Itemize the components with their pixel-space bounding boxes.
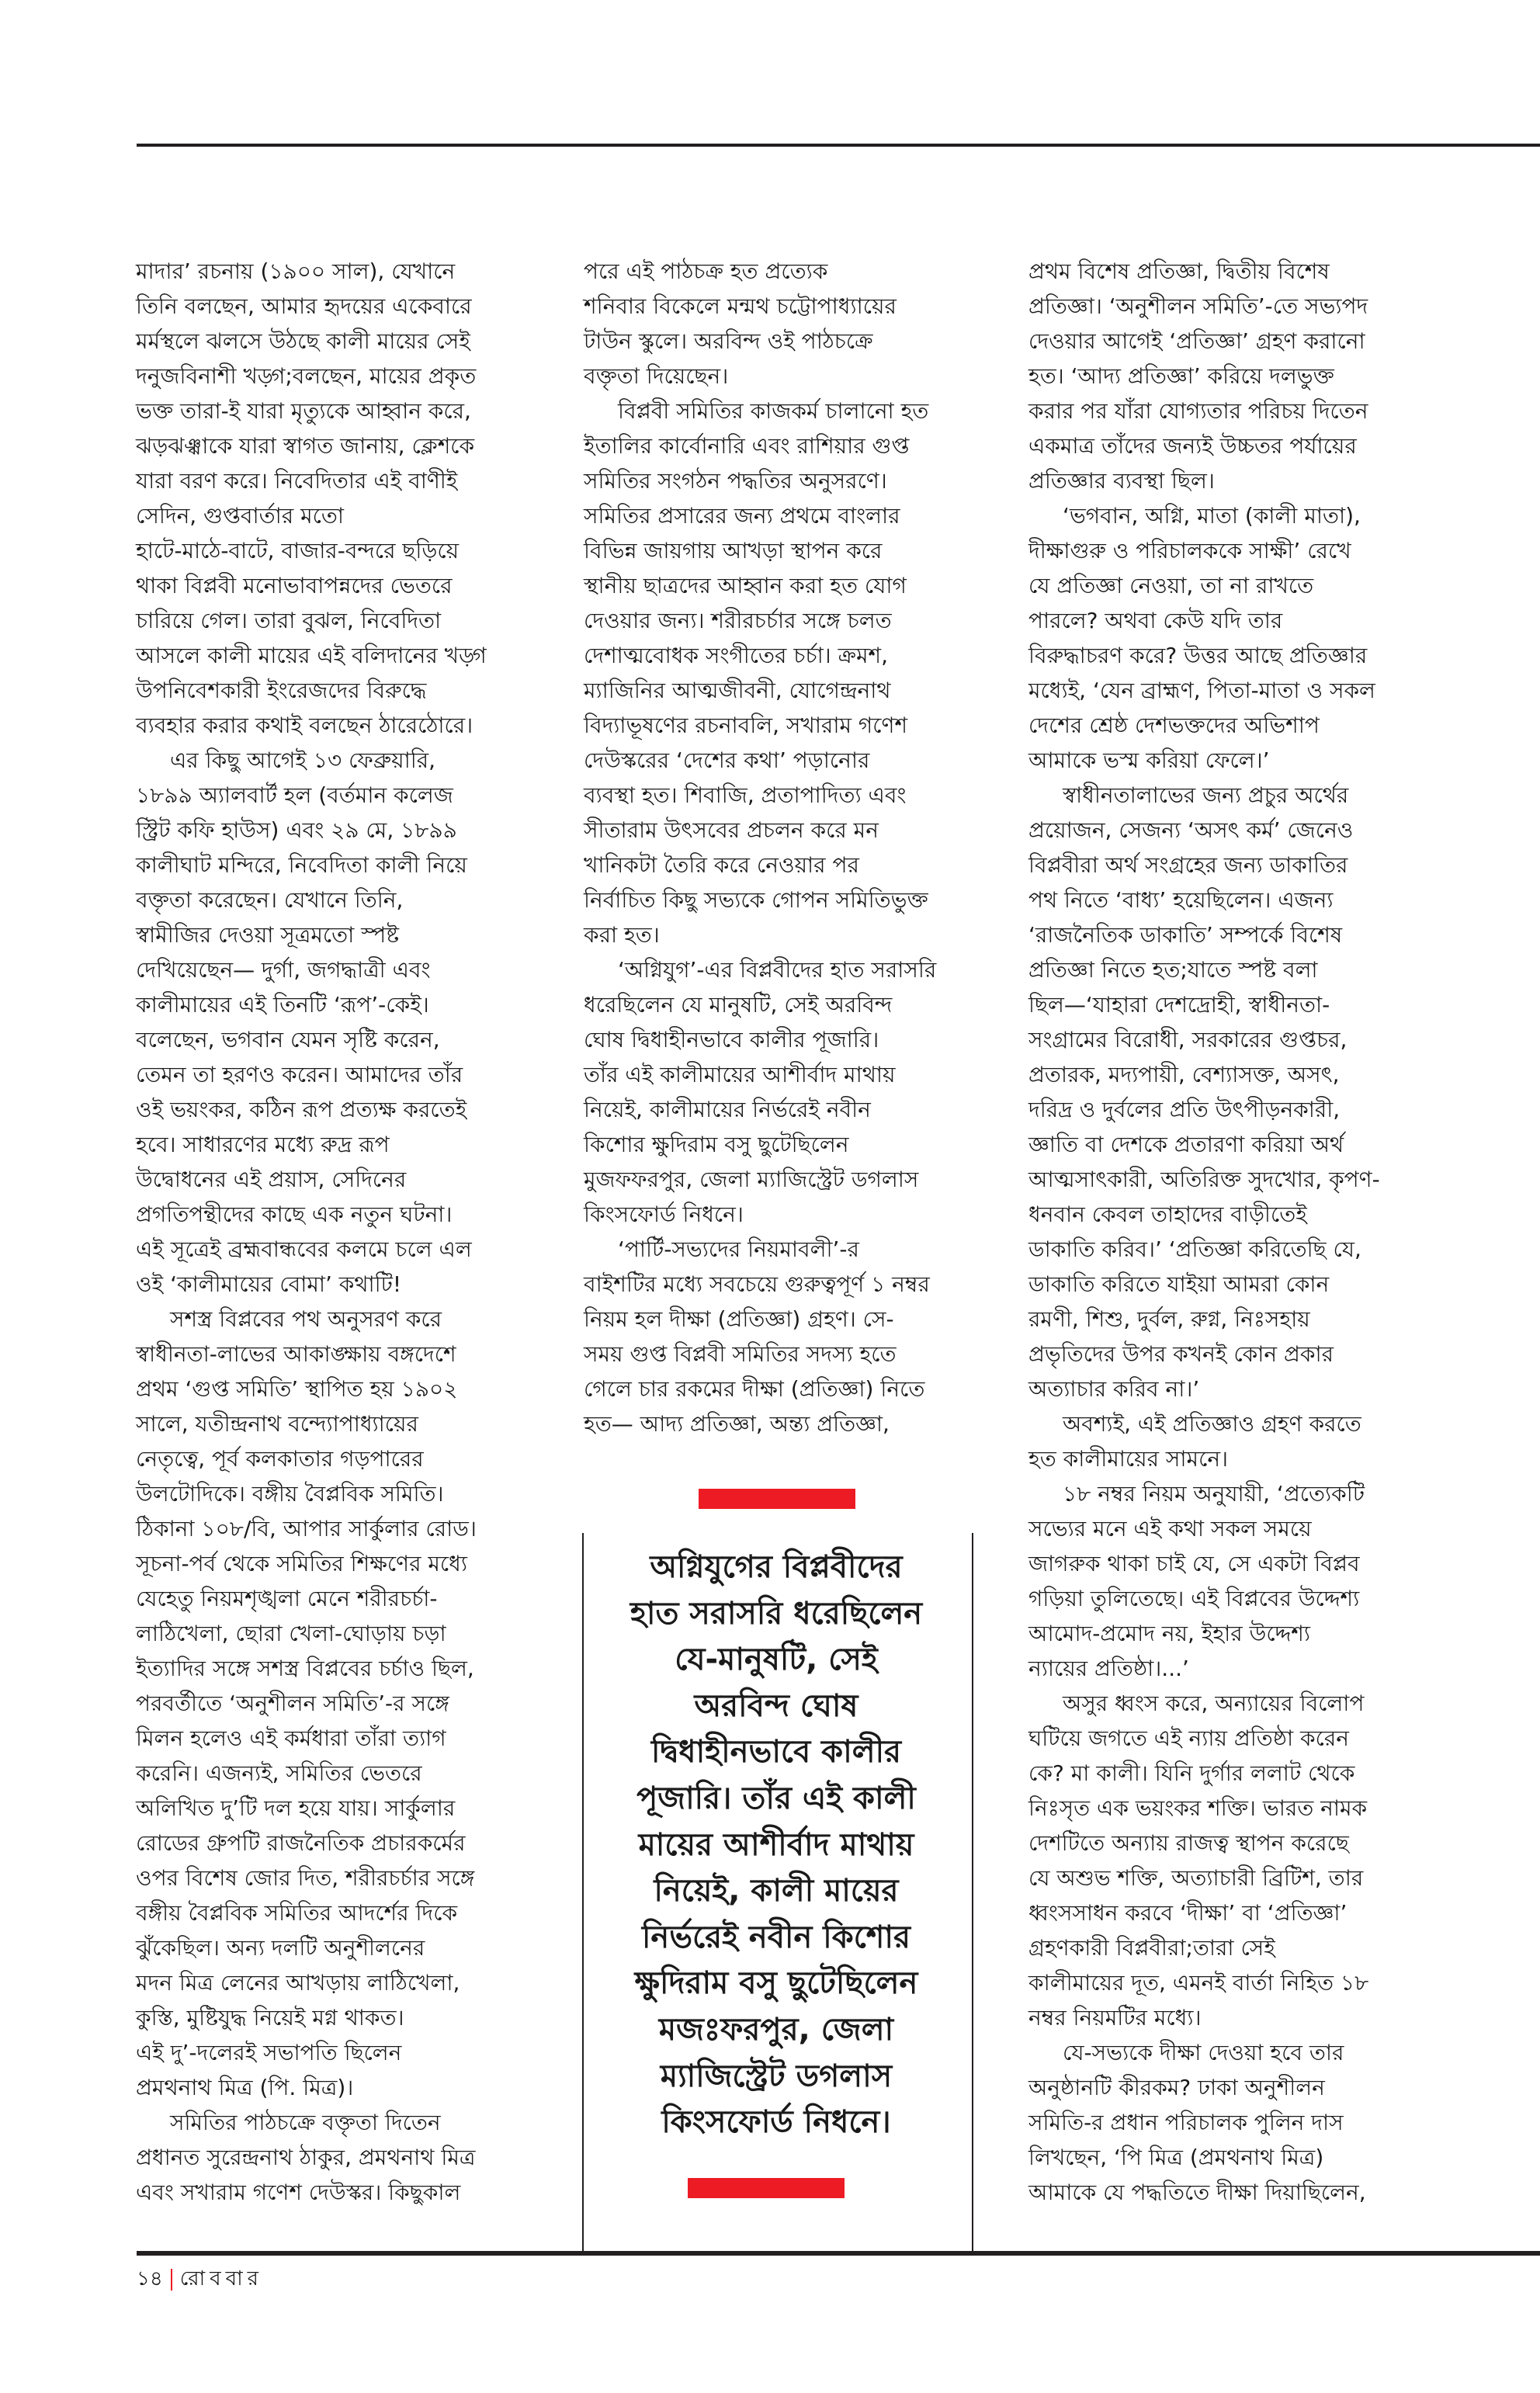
text-line: কালীমায়ের দূত, এমনই বার্তা নিহিত ১৮ bbox=[1028, 1970, 1369, 1996]
pull-quote-line: ম্যাজিস্ট্রেট ডগলাস bbox=[660, 2058, 893, 2094]
text-line: হত কালীমায়ের সামনে। bbox=[1028, 1446, 1229, 1472]
text-line: সূচনা-পর্ব থেকে সমিতির শিক্ষণের মধ্যে bbox=[136, 1551, 467, 1576]
text-line: প্রগতিপন্থীদের কাছে এক নতুন ঘটনা। bbox=[136, 1202, 453, 1227]
text-line: এই দু’-দলেরই সভাপতি ছিলেন bbox=[136, 2040, 402, 2065]
text-line: সমিতি-র প্রধান পরিচালক পুলিন দাস bbox=[1028, 2110, 1344, 2135]
text-line: বিভিন্ন জায়গায় আখড়া স্থাপন করে bbox=[584, 538, 883, 564]
text-line: মর্মস্থলে ঝলসে উঠছে কালী মায়ের সেই bbox=[136, 328, 470, 354]
text-line: দেওয়ার জন্য। শরীরচর্চার সঙ্গে চলত bbox=[584, 608, 892, 633]
text-line: তাঁর এই কালীমায়ের আশীর্বাদ মাথায় bbox=[584, 1062, 896, 1087]
text-line: সীতারাম উৎসবের প্রচলন করে মন bbox=[584, 817, 879, 843]
text-line: মাদার’ রচনায় (১৯০০ সাল), যেখানে bbox=[136, 258, 456, 284]
pull-quote-bottom-bar bbox=[688, 2178, 845, 2198]
text-line: প্রতিজ্ঞার ব্যবস্থা ছিল। bbox=[1028, 468, 1215, 494]
text-line: বিপ্লবীরা অর্থ সংগ্রহের জন্য ডাকাতির bbox=[1028, 852, 1348, 878]
text-line: বিদ্যাভূষণের রচনাবলি, সখারাম গণেশ bbox=[584, 713, 908, 738]
text-line: দরিদ্র ও দুর্বলের প্রতি উৎপীড়নকারী, bbox=[1028, 1097, 1341, 1122]
text-line: খানিকটা তৈরি করে নেওয়ার পর bbox=[584, 852, 859, 878]
text-line: ইত্যাদির সঙ্গে সশস্ত্র বিপ্লবের চর্চাও ছিল, bbox=[136, 1656, 474, 1681]
text-line: আমাকে যে পদ্ধতিতে দীক্ষা দিয়াছিলেন, bbox=[1028, 2180, 1366, 2205]
pull-quote-line: অগ্নিযুগের বিপ্লবীদের bbox=[650, 1549, 903, 1585]
text-line: কিশোর ক্ষুদিরাম বসু ছুটেছিলেন bbox=[584, 1132, 849, 1157]
text-line: সমিতির সংগঠন পদ্ধতির অনুসরণে। bbox=[584, 468, 887, 494]
text-line: তিনি বলছেন, আমার হৃদয়ের একেবারে bbox=[136, 293, 472, 319]
text-line: হত— আদ্য প্রতিজ্ঞা, অন্ত্য প্রতিজ্ঞা, bbox=[584, 1411, 890, 1437]
pull-quote-line: দ্বিধাহীনভাবে কালীর bbox=[650, 1734, 902, 1770]
text-line: পরবর্তীতে ‘অনুশীলন সমিতি’-র সঙ্গে bbox=[136, 1691, 449, 1716]
text-line: করা হত। bbox=[584, 922, 660, 948]
bottom-rule bbox=[137, 2251, 1540, 2256]
text-line: কুস্তি, মুষ্টিযুদ্ধ নিয়েই মগ্ন থাকত। bbox=[136, 2005, 404, 2031]
text-line: ওই ভয়ংকর, কঠিন রূপ প্রত্যক্ষ করতেই bbox=[136, 1097, 467, 1122]
text-line: বলেছেন, ভগবান যেমন সৃষ্টি করেন, bbox=[136, 1027, 440, 1053]
text-line: ১৮ নম্বর নিয়ম অনুযায়ী, ‘প্রত্যেকটি bbox=[1063, 1481, 1365, 1507]
text-line: যে প্রতিজ্ঞা নেওয়া, তা না রাখতে bbox=[1028, 573, 1314, 598]
text-line: সমিতির প্রসারের জন্য প্রথমে বাংলার bbox=[584, 503, 900, 529]
text-line: স্থানীয় ছাত্রদের আহ্বান করা হত যোগ bbox=[584, 573, 907, 598]
text-line: ব্যবহার করার কথাই বলছেন ঠারেঠোরে। bbox=[136, 713, 473, 738]
text-line: একমাত্র তাঁদের জন্যই উচ্চতর পর্যায়ের bbox=[1028, 433, 1357, 459]
text-line: ওপর বিশেষ জোর দিত, শরীরচর্চার সঙ্গে bbox=[136, 1865, 475, 1891]
text-line: নেতৃত্বে, পূর্ব কলকাতার গড়পারের bbox=[136, 1446, 424, 1472]
pull-quote-line: মায়ের আশীর্বাদ মাথায় bbox=[638, 1826, 914, 1863]
text-line: দেশটিতে অন্যায় রাজত্ব স্থাপন করেছে bbox=[1028, 1830, 1349, 1856]
text-line: ১৮৯৯ অ্যালবার্ট হল (বর্তমান কলেজ bbox=[136, 782, 453, 808]
page-footer bbox=[137, 2263, 263, 2297]
footer-separator bbox=[171, 2269, 172, 2291]
text-line: আমাকে ভস্ম করিয়া ফেলে।’ bbox=[1028, 747, 1270, 773]
text-line: ধনবান কেবল তাহাদের বাড়ীতেই bbox=[1028, 1202, 1307, 1227]
text-line: পথ নিতে ‘বাধ্য’ হয়েছিলেন। এজন্য bbox=[1028, 887, 1334, 913]
text-line: উলটোদিকে। বঙ্গীয় বৈপ্লবিক সমিতি। bbox=[136, 1481, 444, 1507]
text-line: নম্বর নিয়মটির মধ্যে। bbox=[1028, 2005, 1202, 2031]
text-line: ‘পার্টি-সভ্যদের নিয়মাবলী’-র bbox=[618, 1236, 859, 1262]
text-line: লিখছেন, ‘পি মিত্র (প্রমথনাথ মিত্র) bbox=[1028, 2145, 1324, 2170]
text-line: প্রথম বিশেষ প্রতিজ্ঞা, দ্বিতীয় বিশেষ bbox=[1028, 258, 1330, 284]
pull-quote-line: কিংসফোর্ড নিধনে। bbox=[661, 2104, 891, 2141]
text-line: রোডের গ্রুপটি রাজনৈতিক প্রচারকর্মের bbox=[136, 1830, 466, 1856]
text-line: বঙ্গীয় বৈপ্লবিক সমিতির আদর্শের দিকে bbox=[136, 1900, 458, 1926]
article-column-2 bbox=[584, 254, 968, 1441]
text-line: সংগ্রামের বিরোধী, সরকারের গুপ্তচর, bbox=[1028, 1027, 1348, 1053]
text-line: ডাকাতি করিতে যাইয়া আমরা কোন bbox=[1028, 1271, 1330, 1297]
text-line: সভ্যের মনে এই কথা সকল সময়ে bbox=[1028, 1516, 1312, 1542]
text-line: মদন মিত্র লেনের আখড়ায় লাঠিখেলা, bbox=[136, 1970, 460, 1996]
text-line: ন্যায়ের প্রতিষ্ঠা।...’ bbox=[1028, 1656, 1189, 1681]
text-line: নির্বাচিত কিছু সভ্যকে গোপন সমিতিভুক্ত bbox=[584, 887, 928, 913]
top-rule bbox=[137, 144, 1540, 147]
text-line: ‘ভগবান, অগ্নি, মাতা (কালী মাতা), bbox=[1063, 503, 1361, 529]
text-line: নিঃসৃত এক ভয়ংকর শক্তি। ভারত নামক bbox=[1028, 1795, 1368, 1821]
text-line: যেহেতু নিয়মশৃঙ্খলা মেনে শরীরচর্চা- bbox=[136, 1586, 438, 1611]
pull-quote-line: পূজারি। তাঁর এই কালী bbox=[636, 1780, 916, 1816]
text-line: এই সূত্রেই ব্রহ্মবান্ধবের কলমে চলে এল bbox=[136, 1236, 472, 1262]
text-line: প্রধানত সুরেন্দ্রনাথ ঠাকুর, প্রমথনাথ মিত্র bbox=[136, 2145, 476, 2170]
text-line: সেদিন, গুপ্তবার্তার মতো bbox=[136, 503, 344, 529]
text-line: আসলে কালী মায়ের এই বলিদানের খড়্গ bbox=[136, 643, 487, 668]
text-line: জ্ঞাতি বা দেশকে প্রতারণা করিয়া অর্থ bbox=[1028, 1132, 1344, 1157]
text-line: করার পর যাঁরা যোগ্যতার পরিচয় দিতেন bbox=[1028, 398, 1368, 424]
text-line: বিরুদ্ধাচরণ করে? উত্তর আছে প্রতিজ্ঞার bbox=[1028, 643, 1368, 668]
text-line: সময় গুপ্ত বিপ্লবী সমিতির সদস্য হতে bbox=[584, 1341, 897, 1367]
text-line: মুজফফরপুর, জেলা ম্যাজিস্ট্রেট ডগলাস bbox=[584, 1167, 919, 1192]
text-line: ‘অগ্নিযুগ’-এর বিপ্লবীদের হাত সরাসরি bbox=[618, 957, 937, 983]
pull-quote-line: মজঃফরপুর, জেলা bbox=[658, 2011, 894, 2048]
text-line: যারা বরণ করে। নিবেদিতার এই বাণীই bbox=[136, 468, 458, 494]
text-line: বক্তৃতা দিয়েছেন। bbox=[584, 363, 729, 389]
text-line: ডাকাতি করিব।’ ‘প্রতিজ্ঞা করিতেছি যে, bbox=[1028, 1236, 1361, 1262]
text-line: ঘটিয়ে জগতে এই ন্যায় প্রতিষ্ঠা করেন bbox=[1028, 1725, 1350, 1751]
article-column-1 bbox=[136, 254, 528, 2210]
text-line: হাটে-মাঠে-বাটে, বাজার-বন্দরে ছড়িয়ে bbox=[136, 538, 460, 564]
page-number: ১৪ bbox=[137, 2267, 163, 2291]
article-column-3 bbox=[1028, 254, 1420, 2210]
text-line: টাউন স্কুলে। অরবিন্দ ওই পাঠচক্রে bbox=[584, 328, 873, 354]
text-line: দেখিয়েছেন— দুর্গা, জগদ্ধাত্রী এবং bbox=[136, 957, 431, 983]
text-line: প্রথম ‘গুপ্ত সমিতি’ স্থাপিত হয় ১৯০২ bbox=[136, 1376, 458, 1402]
text-line: সালে, যতীন্দ্রনাথ বন্দ্যোপাধ্যায়ের bbox=[136, 1411, 418, 1437]
pull-quote-line: নিয়েই, কালী মায়ের bbox=[654, 1873, 899, 1909]
text-line: মিলন হলেও এই কর্মধারা তাঁরা ত্যাগ bbox=[136, 1725, 446, 1751]
text-line: ভক্ত তারা-ই যারা মৃত্যুকে আহ্বান করে, bbox=[136, 398, 471, 424]
text-line: শনিবার বিকেলে মন্মথ চট্টোপাধ্যায়ের bbox=[584, 293, 897, 319]
text-line: হত। ‘আদ্য প্রতিজ্ঞা’ করিয়ে দলভুক্ত bbox=[1028, 363, 1334, 389]
text-line: থাকা বিপ্লবী মনোভাবাপন্নদের ভেতরে bbox=[136, 573, 453, 598]
text-line: করেনি। এজন্যই, সমিতির ভেতরে bbox=[136, 1760, 422, 1786]
text-line: এর কিছু আগেই ১৩ ফেব্রুয়ারি, bbox=[170, 747, 436, 773]
text-line: উদ্বোধনের এই প্রয়াস, সেদিনের bbox=[136, 1167, 407, 1192]
text-line: ঝড়ঝঞ্ঝাকে যারা স্বাগত জানায়, ক্লেশকে bbox=[136, 433, 475, 459]
text-line: কালীঘাট মন্দিরে, নিবেদিতা কালী নিয়ে bbox=[136, 852, 467, 878]
text-line: প্রতিজ্ঞা নিতে হত;যাতে স্পষ্ট বলা bbox=[1028, 957, 1318, 983]
text-line: ছিল—‘যাহারা দেশদ্রোহী, স্বাধীনতা- bbox=[1028, 992, 1330, 1018]
text-line: দেওয়ার আগেই ‘প্রতিজ্ঞা’ গ্রহণ করানো bbox=[1028, 328, 1365, 354]
text-line: গড়িয়া তুলিতেছে। এই বিপ্লবের উদ্দেশ্য bbox=[1028, 1586, 1360, 1611]
text-line: কিংসফোর্ড নিধনে। bbox=[584, 1202, 744, 1227]
text-line: হবে। সাধারণের মধ্যে রুদ্র রূপ bbox=[136, 1132, 390, 1157]
pull-quote-right-divider bbox=[972, 1533, 973, 2251]
pull-quote-line: হাত সরাসরি ধরেছিলেন bbox=[630, 1595, 923, 1632]
text-line: ব্যবস্থা হত। শিবাজি, প্রতাপাদিত্য এবং bbox=[584, 782, 907, 808]
text-line: স্বাধীনতা-লাভের আকাঙ্ক্ষায় বঙ্গদেশে bbox=[136, 1341, 456, 1367]
pull-quote-top-bar bbox=[699, 1489, 855, 1509]
text-line: দেশের শ্রেষ্ঠ দেশভক্তদের অভিশাপ bbox=[1028, 713, 1320, 738]
text-line: প্রয়োজন, সেজন্য ‘অসৎ কর্ম’ জেনেও bbox=[1028, 817, 1354, 843]
pull-quote-line: নির্ভরেই নবীন কিশোর bbox=[641, 1919, 911, 1955]
pull-quote-left-divider bbox=[582, 1533, 584, 2251]
text-line: দনুজবিনাশী খড়্গ;বলছেন, মায়ের প্রকৃত bbox=[136, 363, 477, 389]
text-line: মধ্যেই, ‘যেন ব্রাহ্মণ, পিতা-মাতা ও সকল bbox=[1028, 678, 1375, 703]
text-line: স্বামীজির দেওয়া সূত্রমতো স্পষ্ট bbox=[136, 922, 400, 948]
text-line: অসুর ধ্বংস করে, অন্যায়ের বিলোপ bbox=[1063, 1691, 1365, 1716]
text-line: বাইশটির মধ্যে সবচেয়ে গুরুত্বপূর্ণ ১ নম্বর bbox=[584, 1271, 930, 1297]
text-line: লাঠিখেলা, ছোরা খেলা-ঘোড়ায় চড়া bbox=[136, 1621, 446, 1646]
text-line: আত্মসাৎকারী, অতিরিক্ত সুদখোর, কৃপণ- bbox=[1028, 1167, 1380, 1192]
text-line: দীক্ষাগুরু ও পরিচালককে সাক্ষী’ রেখে bbox=[1028, 538, 1351, 564]
text-line: প্রতিজ্ঞা। ‘অনুশীলন সমিতি’-তে সভ্যপদ bbox=[1028, 293, 1368, 319]
text-line: দেশাত্মবোধক সংগীতের চর্চা। ক্রমশ, bbox=[584, 643, 889, 668]
text-line: রমণী, শিশু, দুর্বল, রুগ্ন, নিঃসহায় bbox=[1028, 1306, 1310, 1332]
text-line: প্রভৃতিদের উপর কখনই কোন প্রকার bbox=[1028, 1341, 1334, 1367]
text-line: ‘রাজনৈতিক ডাকাতি’ সম্পর্কে বিশেষ bbox=[1028, 922, 1343, 948]
text-line: নিয়ম হল দীক্ষা (প্রতিজ্ঞা) গ্রহণ। সে- bbox=[584, 1306, 894, 1332]
text-line: ইতালির কার্বোনারি এবং রাশিয়ার গুপ্ত bbox=[584, 433, 910, 459]
text-line: অবশ্যই, এই প্রতিজ্ঞাও গ্রহণ করতে bbox=[1063, 1411, 1361, 1437]
pull-quote-line: অরবিন্দ ঘোষ bbox=[694, 1687, 858, 1724]
text-line: ওই ‘কালীমায়ের বোমা’ কথাটি! bbox=[136, 1271, 402, 1297]
text-line: ধ্বংসসাধন করবে ‘দীক্ষা’ বা ‘প্রতিজ্ঞা’ bbox=[1028, 1900, 1348, 1926]
magazine-name: রোববার bbox=[179, 2267, 263, 2291]
text-line: জাগরুক থাকা চাই যে, সে একটা বিপ্লব bbox=[1028, 1551, 1360, 1576]
text-line: উপনিবেশকারী ইংরেজদের বিরুদ্ধে bbox=[136, 678, 427, 703]
text-line: সমিতির পাঠচক্রে বক্তৃতা দিতেন bbox=[170, 2110, 441, 2135]
text-line: ঠিকানা ১০৮/বি, আপার সার্কুলার রোড। bbox=[136, 1516, 477, 1542]
text-line: আমোদ-প্রমোদ নয়, ইহার উদ্দেশ্য bbox=[1028, 1621, 1310, 1646]
text-line: বিপ্লবী সমিতির কাজকর্ম চালানো হত bbox=[618, 398, 929, 424]
text-line: স্ট্রিট কফি হাউস) এবং ২৯ মে, ১৮৯৯ bbox=[136, 817, 457, 843]
text-line: দেউস্করের ‘দেশের কথা’ পড়ানোর bbox=[584, 747, 870, 773]
text-line: তেমন তা হরণও করেন। আমাদের তাঁর bbox=[136, 1062, 463, 1087]
text-line: অনুষ্ঠানটি কীরকম? ঢাকা অনুশীলন bbox=[1028, 2075, 1325, 2100]
text-line: পরে এই পাঠচক্র হত প্রত্যেক bbox=[584, 258, 828, 284]
text-line: ম্যাজিনির আত্মজীবনী, যোগেন্দ্রনাথ bbox=[584, 678, 891, 703]
text-line: প্রতারক, মদ্যপায়ী, বেশ্যাসক্ত, অসৎ, bbox=[1028, 1062, 1340, 1087]
text-line: চারিয়ে গেল। তারা বুঝল, নিবেদিতা bbox=[136, 608, 442, 633]
text-line: বক্তৃতা করেছেন। যেখানে তিনি, bbox=[136, 887, 404, 913]
text-line: কালীমায়ের এই তিনটি ‘রূপ’-কেই। bbox=[136, 992, 429, 1018]
text-line: সশস্ত্র বিপ্লবের পথ অনুসরণ করে bbox=[170, 1306, 442, 1332]
text-line: পারলে? অথবা কেউ যদি তার bbox=[1028, 608, 1283, 633]
text-line: অত্যাচার করিব না।’ bbox=[1028, 1376, 1200, 1402]
text-line: স্বাধীনতালাভের জন্য প্রচুর অর্থের bbox=[1063, 782, 1349, 808]
text-line: অলিখিত দু’টি দল হয়ে যায়। সার্কুলার bbox=[136, 1795, 456, 1821]
pull-quote bbox=[598, 1545, 955, 2146]
text-line: যে-সভ্যকে দীক্ষা দেওয়া হবে তার bbox=[1063, 2040, 1344, 2065]
text-line: ঝুঁকেছিল। অন্য দলটি অনুশীলনের bbox=[136, 1935, 425, 1961]
text-line: প্রমথনাথ মিত্র (পি. মিত্র)। bbox=[136, 2075, 354, 2100]
text-line: এবং সখারাম গণেশ দেউস্কর। কিছুকাল bbox=[136, 2180, 461, 2205]
pull-quote-line: যে-মানুষটি, সেই bbox=[675, 1642, 878, 1678]
text-line: ধরেছিলেন যে মানুষটি, সেই অরবিন্দ bbox=[584, 992, 893, 1018]
text-line: নিয়েই, কালীমায়ের নির্ভরেই নবীন bbox=[584, 1097, 871, 1122]
text-line: কে? মা কালী। যিনি দুর্গার ললাট থেকে bbox=[1028, 1760, 1355, 1786]
pull-quote-line: ক্ষুদিরাম বসু ছুটেছিলেন bbox=[634, 1965, 918, 2002]
text-line: ঘোষ দ্বিধাহীনভাবে কালীর পূজারি। bbox=[584, 1027, 879, 1053]
text-line: যে অশুভ শক্তি, অত্যাচারী ব্রিটিশ, তার bbox=[1028, 1865, 1364, 1891]
text-line: গেলে চার রকমের দীক্ষা (প্রতিজ্ঞা) নিতে bbox=[584, 1376, 925, 1402]
text-line: গ্রহণকারী বিপ্লবীরা;তারা সেই bbox=[1028, 1935, 1275, 1961]
